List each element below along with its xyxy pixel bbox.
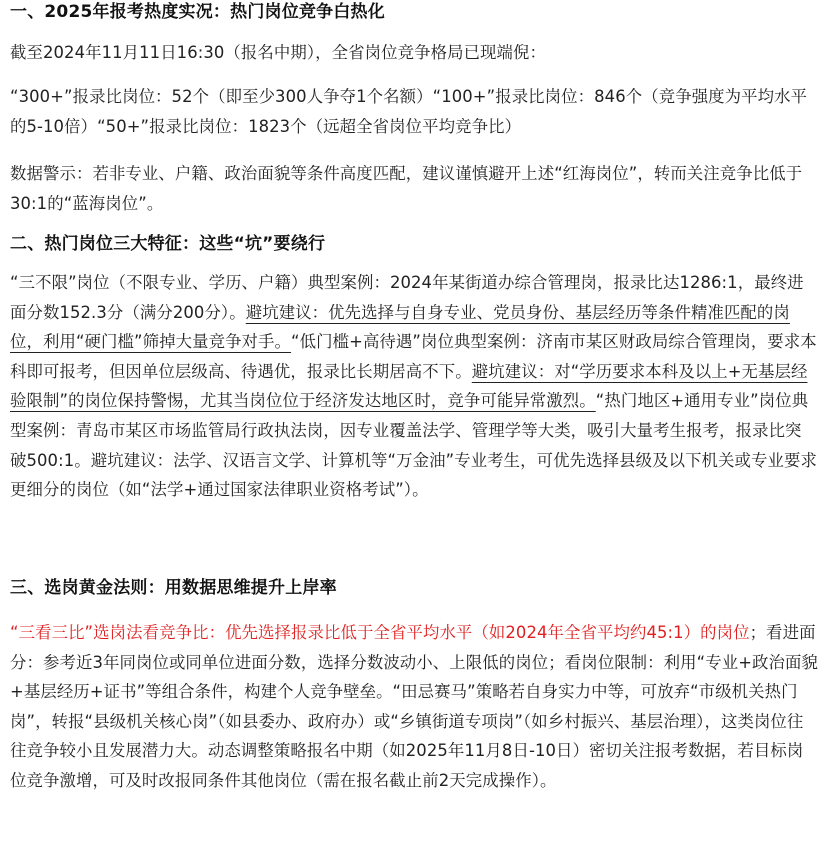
section-1-heading: 一、2025年报考热度实况：热门岗位竞争白热化 — [10, 2, 385, 22]
avoid-tip-1: 避坑建议：优先选择与自身专业、党员身份、基层经历等条件精准匹配的岗位，利用“硬门槛”筛掉大量竞争对手。 — [10, 302, 790, 352]
section-3-rest: ；看进面分：参考近3年同岗位或同单位进面分数，选择分数波动小、上限低的岗位；看岗位限制：利用“专业+政治面貌+基层经历+证书”等组合条件，构建个人竞争壁垒。“田忌赛马”策略若自身实力中等，可放弃“市级机关热门岗”，转报“县级机关核心岗”（如县委办、政府办）或“乡镇街道专项岗”（如乡村振兴、基层治理），这类岗位往往竞争较小且发展潜力大。动态调整策略报名中期（如2025年11月8日-10日）密切关注报考数据，若目标岗位竞争激增，可及时改报同条件其他岗位（需在报名截止前2天完成操作）。 — [10, 623, 819, 790]
avoid-tip-2: 避坑建议：对“学历要求本科及以上+无基层经验限制”的岗位保持警惕，尤其当岗位位于经济发达地区时，竞争可能异常激烈。 — [10, 361, 808, 411]
section-3-body — [10, 618, 818, 796]
case-low-threshold: “低门槛+高待遇”岗位典型案例：济南市某区财政局综合管理岗，要求本科即可报考，但因单位层级高、待遇优，报录比长期居高不下。 — [10, 332, 817, 381]
section-3-heading: 三、选岗黄金法则：用数据思维提升上岸率 — [10, 578, 337, 598]
section-1-ratio-stats: “300+”报录比岗位：52个（即至少300人争夺1个名额）“100+”报录比岗位：846个（竞争强度为平均水平的5-10倍）“50+”报录比岗位：1823个（远超全省岗位平均竞争比） — [10, 87, 808, 136]
section-1-intro: 截至2024年11月11日16:30（报名中期），全省岗位竞争格局已现端倪： — [10, 43, 547, 62]
section-1-data-warning: 数据警示：若非专业、户籍、政治面貌等条件高度匹配，建议谨慎避开上述“红海岗位”，转而关注竞争比低于30:1的“蓝海岗位”。 — [10, 164, 803, 213]
case-three-unlimited: “三不限”岗位（不限专业、学历、户籍）典型案例：2024年某街道办综合管理岗，报录比达1286:1，最终进面分数152.3分（满分200分）。 — [10, 273, 804, 322]
section-2-heading: 二、热门岗位三大特征：这些“坑”要绕行 — [10, 234, 326, 254]
section-2-body — [10, 268, 818, 505]
case-hot-region: “热门地区+通用专业”岗位典型案例：青岛市某区市场监管局行政执法岗，因专业覆盖法学、管理学等大类，吸引大量考生报考，报录比突破500:1。避坑建议：法学、汉语言文学、计算机等“万金油”专业考生，可优先选择县级及以下机关或专业要求更细分的岗位（如“法学+通过国家法律职业资格考试”）。 — [10, 391, 817, 500]
red-highlight-text: “三看三比”选岗法看竞争比：优先选择报录比低于全省平均水平（如2024年全省平均约45:1）的岗位 — [10, 623, 750, 642]
